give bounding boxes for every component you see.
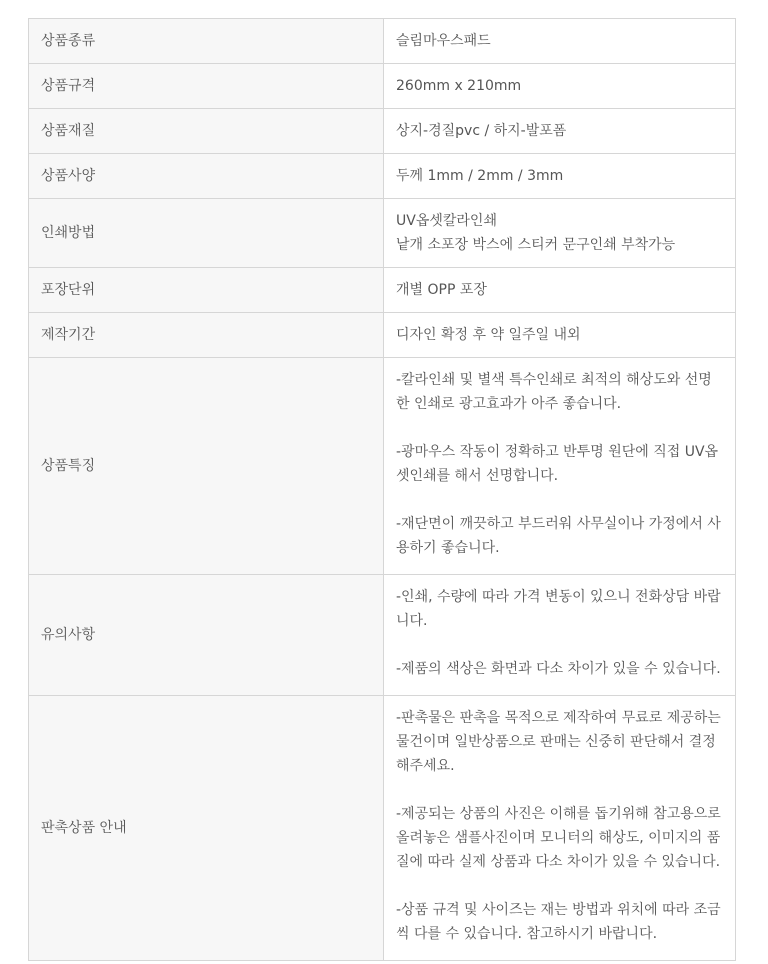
spec-label: 유의사항 — [29, 575, 384, 696]
spec-label: 상품특징 — [29, 358, 384, 575]
spec-label: 상품규격 — [29, 64, 384, 109]
spec-paragraph: -제공되는 상품의 사진은 이해를 돕기위해 참고용으로 올려놓은 샘플사진이며 모니터의 해상도, 이미지의 품질에 따라 실제 상품과 다소 차이가 있을 수 있습니다. — [396, 806, 721, 870]
spec-label: 판촉상품 안내 — [29, 696, 384, 961]
spec-row-notes — [29, 575, 736, 696]
spec-value: 두께 1mm / 2mm / 3mm — [384, 154, 736, 199]
spec-row-print-method — [29, 199, 736, 268]
spec-label: 상품종류 — [29, 19, 384, 64]
spec-paragraph: -제품의 색상은 화면과 다소 차이가 있을 수 있습니다. — [396, 661, 721, 677]
spec-label: 상품재질 — [29, 109, 384, 154]
product-spec-table — [28, 18, 736, 961]
spec-label: 포장단위 — [29, 268, 384, 313]
spec-value-line: 낱개 소포장 박스에 스티커 문구인쇄 부착가능 — [396, 237, 676, 253]
spec-value: 260mm x 210mm — [384, 64, 736, 109]
spec-row-production-period — [29, 313, 736, 358]
spec-value: 디자인 확정 후 약 일주일 내외 — [384, 313, 736, 358]
spec-label: 인쇄방법 — [29, 199, 384, 268]
spec-paragraph: -재단면이 깨끗하고 부드러워 사무실이나 가정에서 사용하기 좋습니다. — [396, 516, 721, 556]
spec-value: 개별 OPP 포장 — [384, 268, 736, 313]
spec-value — [384, 696, 736, 961]
spec-value — [384, 575, 736, 696]
spec-label: 제작기간 — [29, 313, 384, 358]
spec-row-features — [29, 358, 736, 575]
spec-value: 상지-경질pvc / 하지-발포폼 — [384, 109, 736, 154]
spec-paragraph: -광마우스 작동이 정확하고 반투명 원단에 직접 UV옵셋인쇄를 해서 선명합니다. — [396, 444, 719, 484]
spec-row-material — [29, 109, 736, 154]
spec-value — [384, 358, 736, 575]
spec-row-promo-info — [29, 696, 736, 961]
spec-paragraph: -판촉물은 판촉을 목적으로 제작하여 무료로 제공하는 물건이며 일반상품으로 판매는 신중히 판단해서 결정해주세요. — [396, 710, 721, 774]
spec-row-size — [29, 64, 736, 109]
spec-row-packaging — [29, 268, 736, 313]
spec-value: 슬림마우스패드 — [384, 19, 736, 64]
spec-paragraph: -상품 규격 및 사이즈는 재는 방법과 위치에 따라 조금씩 다를 수 있습니다. 참고하시기 바랍니다. — [396, 902, 721, 942]
spec-row-thickness — [29, 154, 736, 199]
spec-value-line: UV옵셋칼라인쇄 — [396, 213, 497, 229]
spec-label: 상품사양 — [29, 154, 384, 199]
spec-row-type — [29, 19, 736, 64]
spec-value — [384, 199, 736, 268]
spec-paragraph: -인쇄, 수량에 따라 가격 변동이 있으니 전화상담 바랍니다. — [396, 589, 721, 629]
spec-paragraph: -칼라인쇄 및 별색 특수인쇄로 최적의 해상도와 선명한 인쇄로 광고효과가 아주 좋습니다. — [396, 372, 712, 412]
